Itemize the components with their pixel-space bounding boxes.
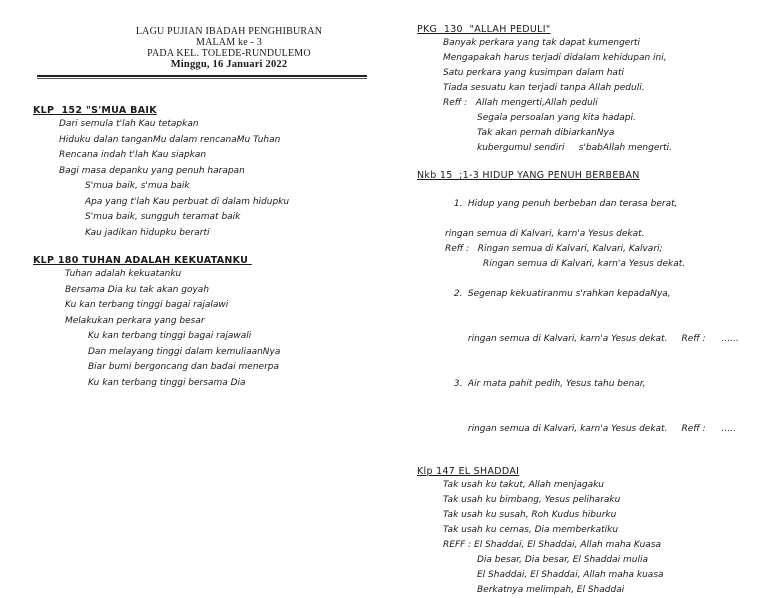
lyric-line: Bagi masa depanku yang penuh harapan	[59, 165, 245, 176]
lyric-line: Rencana indah t'lah Kau siapkan	[59, 150, 207, 160]
header-title: LAGU PUJIAN IBADAH PENGHIBURAN	[135, 26, 323, 37]
verse-text: Segenap kekuatiranmu s'rahkan kepadaNya,	[467, 289, 671, 299]
lyric-line: Satu perkara yang kusimpan dalam hati	[443, 68, 624, 78]
lyric-line: kubergumul sendiri s'babAllah mengerti.	[477, 143, 672, 153]
song-section-2	[33, 255, 378, 391]
right-column	[417, 26, 757, 598]
reff-line: Reff : Allah mengerti,Allah peduli	[443, 98, 598, 108]
lyric-line: Dari semula t'lah Kau tetapkan	[59, 119, 199, 129]
header-location: PADA KEL. TOLEDE-RUNDULEMO	[147, 48, 311, 59]
verse-line: ringan semua di Kalvari, karn'a Yesus dekat.	[445, 229, 645, 239]
lyric-line: Kau jadikan hidupku berarti	[85, 227, 210, 238]
song-title: KLP 180 TUHAN ADALAH KEKUATANKU	[33, 255, 252, 266]
lyric-line: Ku kan terbang tinggi bagai rajalawi	[65, 300, 229, 310]
lyric-line: Mengapakah harus terjadi didalam kehidupan ini,	[443, 53, 667, 63]
verse-number: 2.	[453, 289, 463, 299]
verse-text: Hidup yang penuh berbeban dan terasa berat,	[467, 199, 678, 209]
lyric-line: Berkatnya melimpah, El Shaddai	[477, 585, 625, 595]
reff-line: Ringan semua di Kalvari, karn'a Yesus dekat.	[483, 259, 686, 269]
continuation-dots: .....	[721, 424, 736, 434]
document-header	[73, 26, 378, 70]
header-subtitle: MALAM ke - 3	[195, 37, 262, 48]
header-date: Minggu, 16 Januari 2022	[170, 59, 288, 70]
lyric-line: Tak usah ku takut, Allah menjagaku	[443, 480, 605, 490]
verse-line	[417, 182, 757, 227]
song-section-5	[417, 466, 757, 598]
reff-line: Reff : Ringan semua di Kalvari, Kalvari, Kalvari;	[445, 244, 663, 254]
lyric-line: El Shaddai, El Shaddai, Allah maha kuasa	[477, 570, 664, 580]
verse-line	[417, 272, 757, 317]
lyric-line: Tak akan pernah dibiarkanNya	[477, 128, 615, 138]
lyric-line: Banyak perkara yang tak dapat kumengerti	[443, 38, 641, 48]
lyric-line: S'mua baik, s'mua baik	[85, 181, 190, 191]
verse-text: ringan semua di Kalvari, karn'a Yesus dekat.	[467, 424, 668, 434]
verse-number: 3.	[453, 379, 463, 389]
lyric-line: Tiada sesuatu kan terjadi tanpa Allah peduli.	[443, 83, 645, 93]
verse-line	[417, 362, 757, 407]
lyric-line: Bersama Dia ku tak akan goyah	[65, 284, 210, 295]
lyric-line: Hiduku dalan tanganMu dalam rencanaMu Tuhan	[59, 134, 281, 145]
verse-text: Air mata pahit pedih, Yesus tahu benar,	[467, 379, 646, 389]
lyric-line: Ku kan terbang tinggi bersama Dia	[88, 377, 246, 388]
lyric-line: Ku kan terbang tinggi bagai rajawali	[88, 331, 252, 341]
song-title: Klp 147 EL SHADDAI	[417, 466, 520, 477]
verse-line	[417, 407, 757, 452]
song-title: Nkb 15 ;1-3 HIDUP YANG PENUH BERBEBAN	[417, 170, 640, 181]
reff-line: REFF : El Shaddai, El Shaddai, Allah maha Kuasa	[443, 540, 662, 550]
song-title: KLP 152 "S'MUA BAIK	[33, 105, 157, 116]
song-section-3	[417, 24, 757, 156]
lyric-line: Tak usah ku bimbang, Yesus peliharaku	[443, 495, 621, 505]
lyric-line: Dan melayang tinggi dalam kemuliaanNya	[88, 346, 281, 357]
verse-text: ringan semua di Kalvari, karn'a Yesus dekat.	[467, 334, 668, 344]
lyric-line: Tuhan adalah kekuatanku	[65, 269, 182, 279]
song-section-4	[417, 170, 757, 452]
song-section-1	[33, 105, 378, 241]
header-divider	[37, 75, 367, 79]
lyric-line: Dia besar, Dia besar, El Shaddai mulia	[477, 555, 648, 565]
lyric-line: Segala persoalan yang kita hadapi.	[477, 113, 636, 123]
left-column	[33, 26, 378, 391]
lyric-line: Tak usah ku cemas, Dia memberkatiku	[443, 525, 619, 535]
lyric-line: S'mua baik, sungguh teramat baik	[85, 212, 241, 222]
continuation-dots: ......	[721, 334, 739, 344]
lyric-line: Apa yang t'lah Kau perbuat di dalam hidupku	[85, 196, 290, 207]
verse-number: 1.	[453, 199, 463, 209]
lyric-line: Tak usah ku susah, Roh Kudus hiburku	[443, 510, 617, 520]
lyric-line: Melakukan perkara yang besar	[65, 315, 205, 326]
verse-line	[417, 317, 757, 362]
reff-marker: Reff :	[681, 424, 706, 434]
song-title: PKG 130 "ALLAH PEDULI"	[417, 24, 551, 35]
lyric-line: Biar bumi bergoncang dan badai menerpa	[88, 362, 279, 372]
reff-marker: Reff :	[681, 334, 706, 344]
